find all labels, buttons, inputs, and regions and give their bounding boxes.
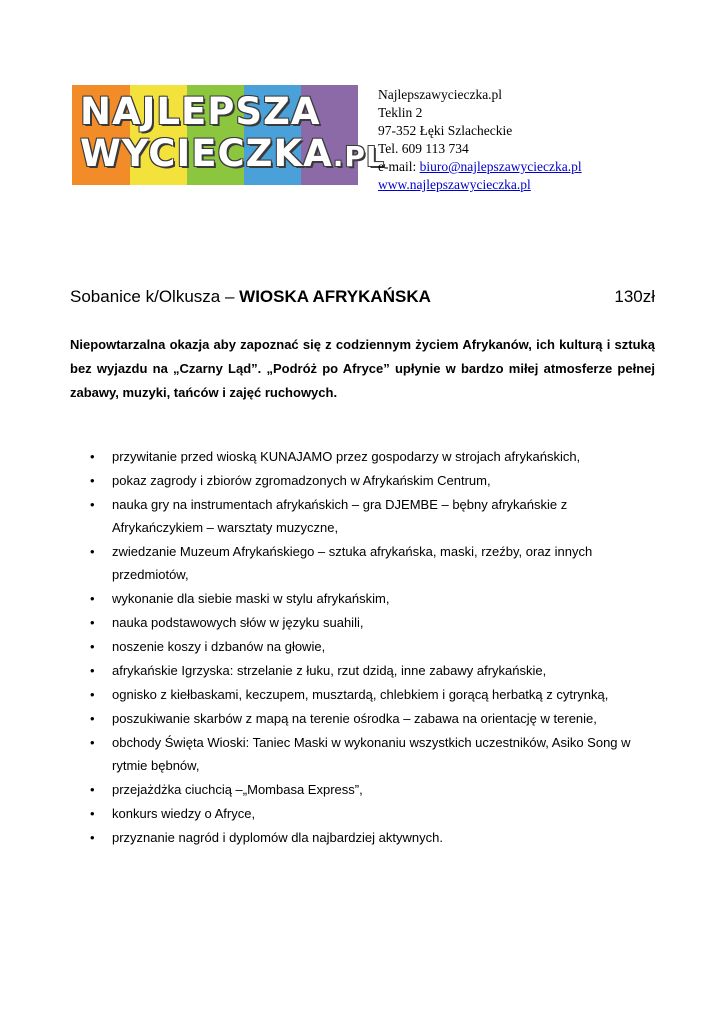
offer-list-item-text: nauka podstawowych słów w języku suahili,	[112, 615, 364, 630]
offer-list-item	[88, 659, 658, 682]
bullet-icon: •	[90, 639, 95, 654]
offer-list-item-text: noszenie koszy i dzbanów na głowie,	[112, 639, 326, 654]
offer-list-item	[88, 611, 658, 634]
offer-list-item	[88, 587, 658, 610]
contact-email-label: e-mail:	[378, 159, 420, 174]
offer-list-item-text: zwiedzanie Muzeum Afrykańskiego – sztuka afrykańska, maski, rzeźby, oraz innych przedmiotów,	[112, 544, 593, 582]
offer-list-item	[88, 731, 658, 777]
bullet-icon: •	[90, 782, 95, 797]
bullet-icon: •	[90, 711, 95, 726]
offer-place: Sobanice k/Olkusza –	[70, 287, 240, 306]
offer-list-item	[88, 635, 658, 658]
contact-email-row	[378, 158, 582, 176]
contact-email-link[interactable]: biuro@najlepszawycieczka.pl	[419, 159, 582, 174]
offer-list-item	[88, 802, 658, 825]
offer-list-item	[88, 778, 658, 801]
offer-list-item-text: afrykańskie Igrzyska: strzelanie z łuku, rzut dzidą, inne zabawy afrykańskie,	[112, 663, 547, 678]
contact-street: Teklin 2	[378, 105, 423, 120]
bullet-icon: •	[90, 473, 95, 488]
contact-phone: Tel. 609 113 734	[378, 141, 469, 156]
contact-website-row	[378, 176, 582, 194]
contact-company: Najlepszawycieczka.pl	[378, 87, 503, 102]
offer-list-item-text: przyznanie nagród i dyplomów dla najbardziej aktywnych.	[112, 830, 443, 845]
company-logo	[72, 85, 385, 185]
offer-list-item	[88, 540, 658, 586]
logo-line-2	[80, 133, 385, 178]
bullet-icon: •	[90, 497, 95, 512]
bullet-icon: •	[90, 615, 95, 630]
contact-website-link[interactable]: www.najlepszawycieczka.pl	[378, 177, 531, 192]
bullet-icon: •	[90, 449, 95, 464]
bullet-icon: •	[90, 687, 95, 702]
logo-suffix: .PL	[332, 140, 385, 173]
logo-wordmark	[72, 85, 385, 185]
offer-list-item	[88, 826, 658, 849]
offer-list-item-text: obchody Święta Wioski: Taniec Maski w wykonaniu wszystkich uczestników, Asiko Song w rytmie bębnów,	[112, 735, 631, 773]
offer-name: WIOSKA AFRYKAŃSKA	[239, 287, 431, 306]
bullet-icon: •	[90, 830, 95, 845]
offer-list-item	[88, 469, 658, 492]
offer-list	[88, 445, 658, 850]
offer-list-item-text: poszukiwanie skarbów z mapą na terenie ośrodka – zabawa na orientację w terenie,	[112, 711, 597, 726]
offer-list-item	[88, 707, 658, 730]
offer-list-item-text: przywitanie przed wioską KUNAJAMO przez gospodarzy w strojach afrykańskich,	[112, 449, 581, 464]
offer-title	[70, 285, 655, 309]
offer-list-item	[88, 493, 658, 539]
offer-list-item-text: nauka gry na instrumentach afrykańskich – gra DJEMBE – bębny afrykańskie z Afrykańczykiem – warsztaty muzyczne,	[112, 497, 568, 535]
bullet-icon: •	[90, 806, 95, 821]
offer-list-item-text: pokaz zagrody i zbiorów zgromadzonych w Afrykańskim Centrum,	[112, 473, 491, 488]
bullet-icon: •	[90, 663, 95, 678]
contact-city: 97-352 Łęki Szlacheckie	[378, 123, 513, 138]
offer-list-item-text: ognisko z kiełbaskami, keczupem, musztardą, chlebkiem i gorącą herbatką z cytrynką,	[112, 687, 609, 702]
logo-line-1: NAJLEPSZA	[80, 90, 321, 133]
offer-list-item-text: wykonanie dla siebie maski w stylu afrykańskim,	[112, 591, 390, 606]
offer-list-item-text: przejażdżka ciuchcią –„Mombasa Express”,	[112, 782, 363, 797]
offer-list-item	[88, 445, 658, 468]
bullet-icon: •	[90, 591, 95, 606]
bullet-icon: •	[90, 544, 95, 559]
contact-block	[378, 86, 582, 194]
offer-intro: Niepowtarzalna okazja aby zapoznać się z codziennym życiem Afrykanów, ich kulturą i sztuką bez wyjazdu na „Czarny Ląd”. „Podróż po Afryce” upłynie w bardzo miłej atmosferze pełnej zabawy, muzyki, tańców i zajęć ruchowych.	[70, 337, 655, 400]
offer-list-item-text: konkurs wiedzy o Afryce,	[112, 806, 256, 821]
offer-list-item	[88, 683, 658, 706]
offer-price: 130zł	[614, 287, 655, 306]
bullet-icon: •	[90, 735, 95, 750]
logo-line-2-text: WYCIECZKA	[80, 132, 333, 175]
